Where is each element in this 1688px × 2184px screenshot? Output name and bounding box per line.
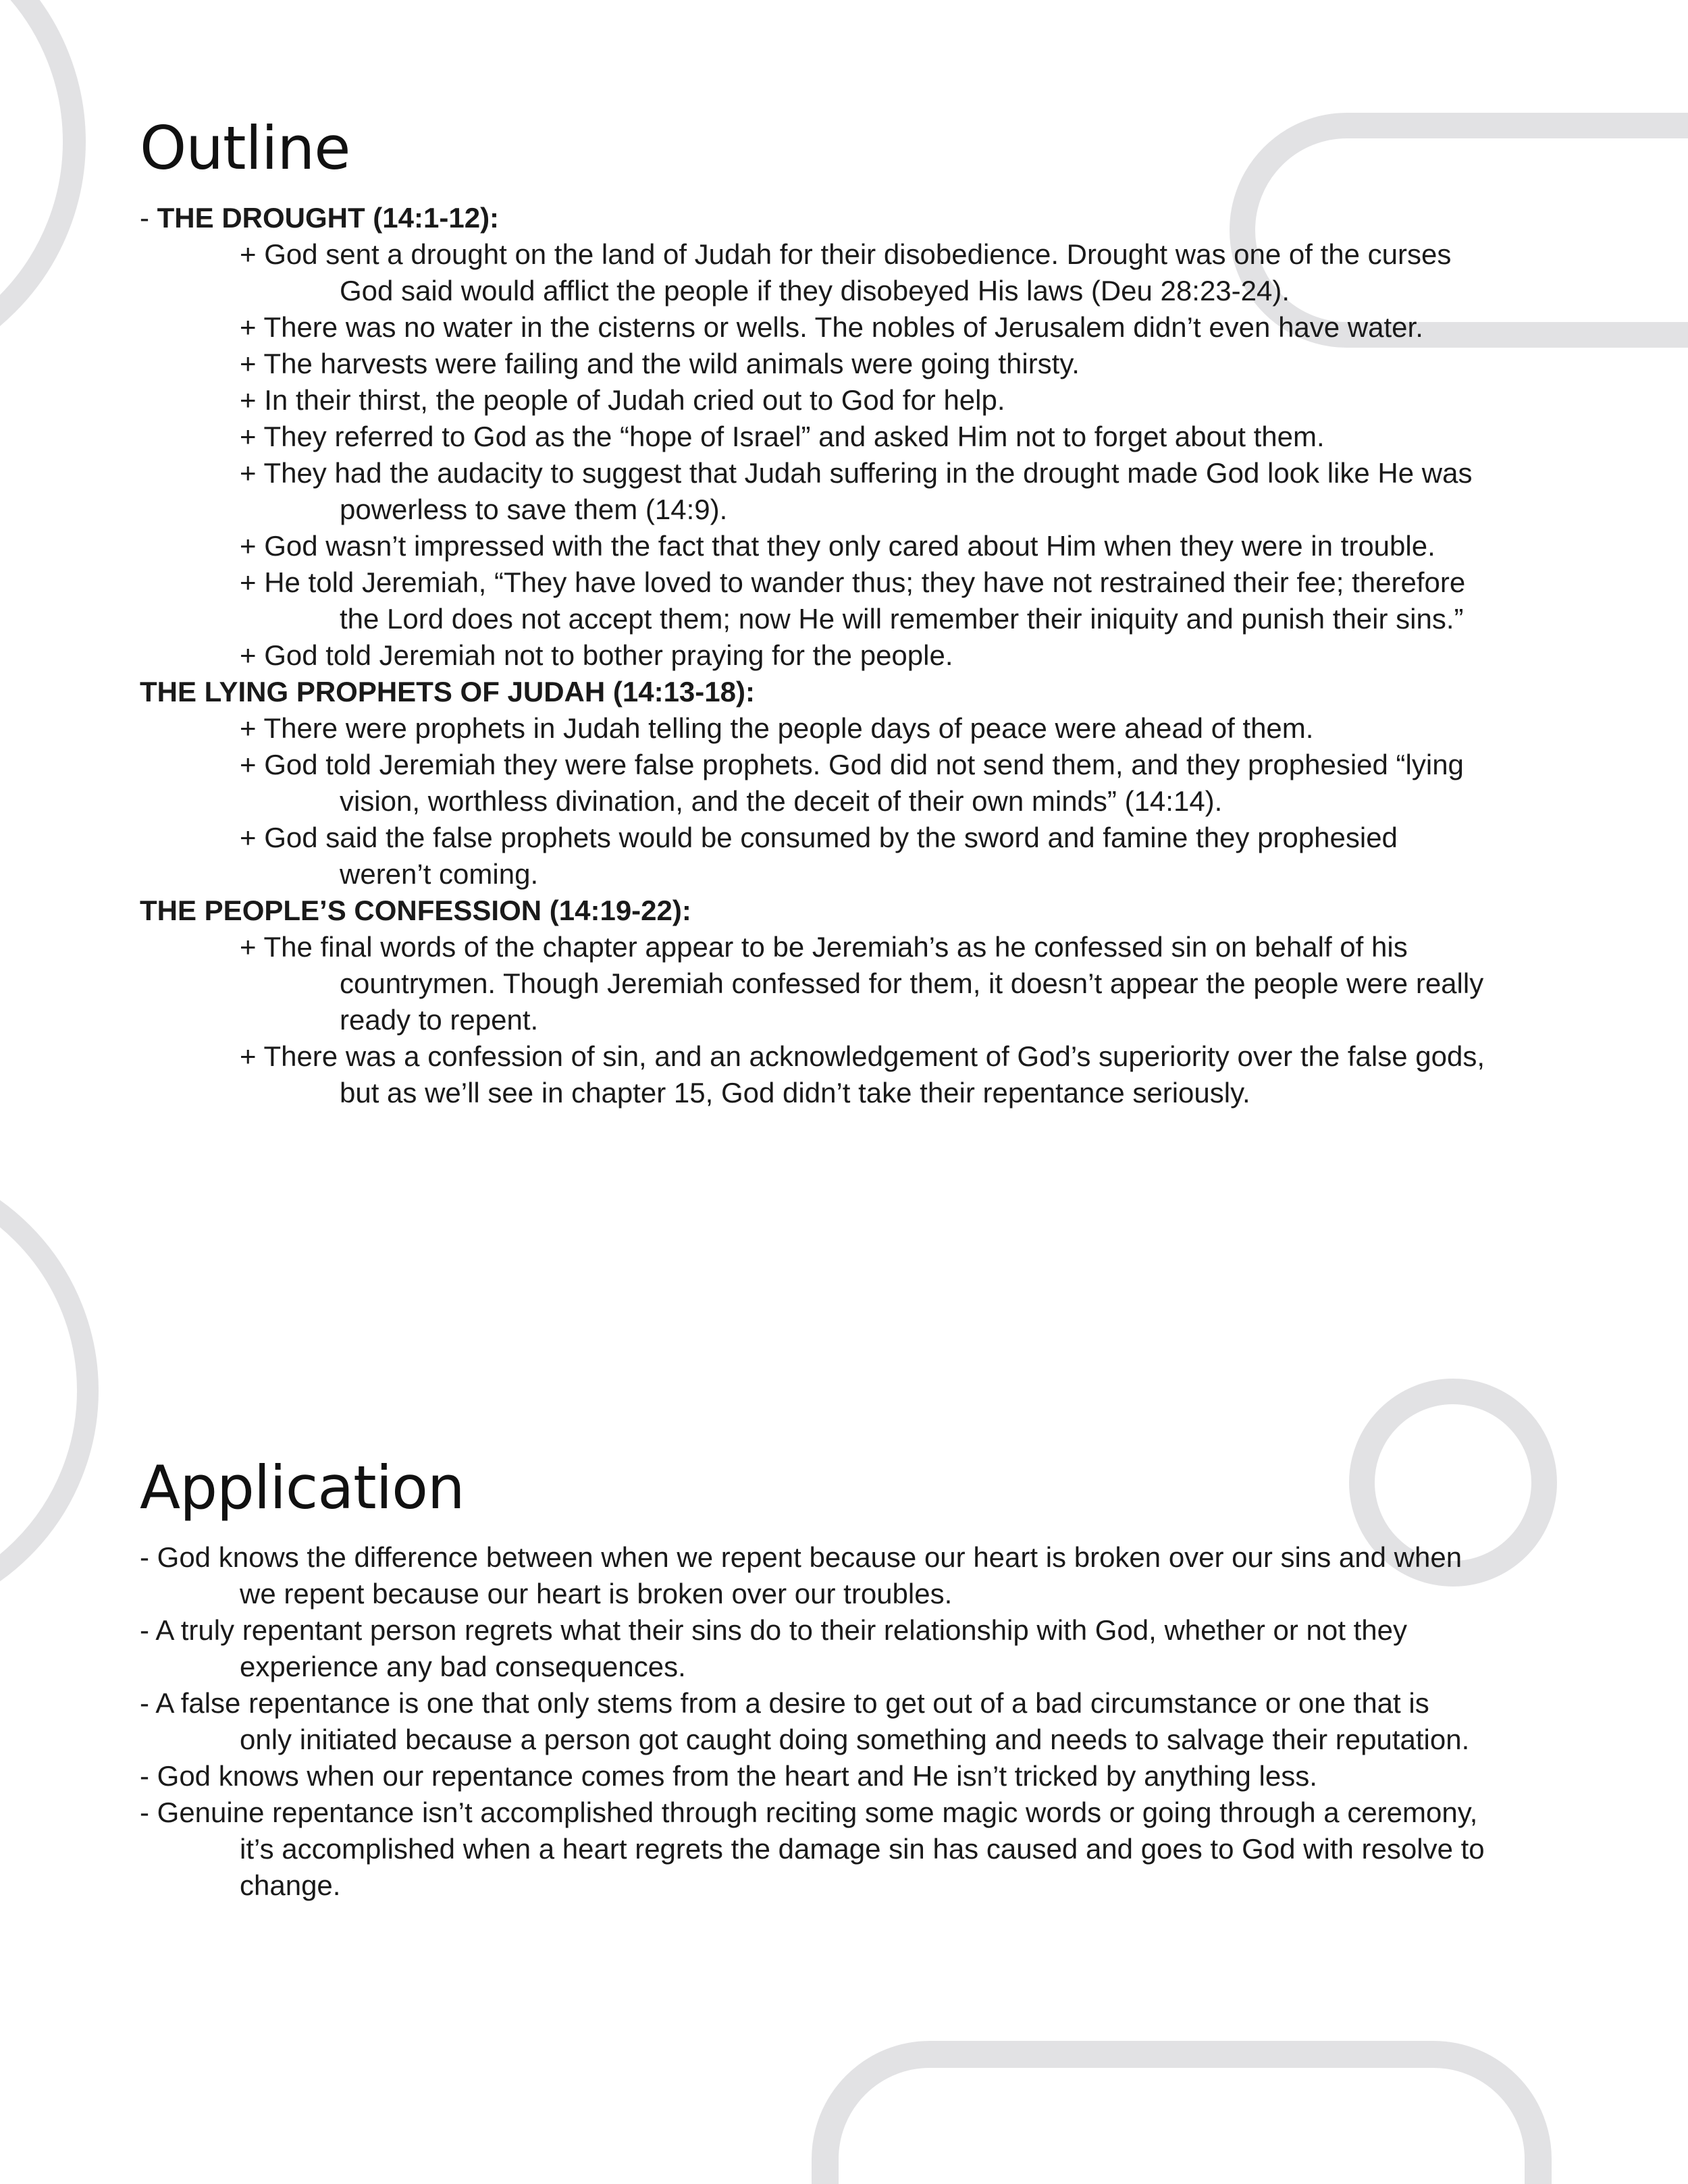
bullet-item-continuation: powerless to save them (14:9). <box>340 494 728 525</box>
application-item: - Genuine repentance isn’t accomplished through reciting some magic words or going through a ceremony, <box>140 1796 1478 1828</box>
bullet-item: + He told Jeremiah, “They have loved to wander thus; they have not restrained their fee; therefore <box>240 566 1466 598</box>
application-item-continuation: it’s accomplished when a heart regrets the damage sin has caused and goes to God with resolve to <box>240 1833 1485 1865</box>
outline-list <box>140 200 1571 1111</box>
section-heading <box>140 200 1571 236</box>
application-item-continuation: only initiated because a person got caught doing something and needs to salvage their reputation. <box>240 1724 1470 1755</box>
bullet-item-continuation: vision, worthless divination, and the deceit of their own minds” (14:14). <box>340 785 1223 817</box>
left-middle-ring-shape <box>0 1168 88 1614</box>
application-item-continuation: we repent because our heart is broken over our troubles. <box>240 1578 953 1609</box>
application-list <box>140 1539 1571 1904</box>
bullet-item: + God told Jeremiah not to bother praying for the people. <box>240 639 953 671</box>
section-title: THE DROUGHT (14:1-12): <box>157 202 500 234</box>
application-item-continuation: change. <box>240 1869 341 1901</box>
bullet-item: + The final words of the chapter appear to be Jeremiah’s as he confessed sin on behalf of his <box>240 931 1408 963</box>
bullet-item: + In their thirst, the people of Judah cried out to God for help. <box>240 384 1005 416</box>
section-title: THE PEOPLE’S CONFESSION (14:19-22): <box>140 895 691 926</box>
section-heading <box>140 893 1571 929</box>
application-item: - God knows when our repentance comes from the heart and He isn’t tricked by anything less. <box>140 1760 1317 1792</box>
application-item: - A false repentance is one that only stems from a desire to get out of a bad circumstance or one that is <box>140 1687 1429 1719</box>
bullet-item-continuation: God said would afflict the people if they disobeyed His laws (Deu 28:23-24). <box>340 275 1290 307</box>
bullet-item: + God sent a drought on the land of Judah for their disobedience. Drought was one of the curses <box>240 238 1452 270</box>
bullet-item-continuation: ready to repent. <box>340 1004 539 1036</box>
bullet-item-continuation: countrymen. Though Jeremiah confessed for them, it doesn’t appear the people were really <box>340 967 1484 999</box>
application-item: - God knows the difference between when we repent because our heart is broken over our sins and when <box>140 1541 1462 1573</box>
application-item: - A truly repentant person regrets what their sins do to their relationship with God, whether or not they <box>140 1614 1407 1646</box>
bullet-item: + There were prophets in Judah telling the people days of peace were ahead of them. <box>240 712 1314 744</box>
bullet-item: + They had the audacity to suggest that Judah suffering in the drought made God look like He was <box>240 457 1473 489</box>
bullet-item-continuation: the Lord does not accept them; now He will remember their iniquity and punish their sins.” <box>340 603 1464 635</box>
bullet-item-continuation: weren’t coming. <box>340 858 539 890</box>
bullet-item-continuation: but as we’ll see in chapter 15, God didn’t take their repentance seriously. <box>340 1077 1250 1109</box>
section-title: THE LYING PROPHETS OF JUDAH (14:13-18): <box>140 676 755 708</box>
bullet-item: + God wasn’t impressed with the fact that they only cared about Him when they were in trouble. <box>240 530 1435 562</box>
application-heading: Application <box>140 1453 465 1522</box>
section-dash: - <box>140 202 157 234</box>
bullet-item: + They referred to God as the “hope of Israel” and asked Him not to forget about them. <box>240 421 1325 452</box>
outline-heading: Outline <box>140 113 350 183</box>
bullet-item: + God told Jeremiah they were false prophets. God did not send them, and they prophesied “lying <box>240 749 1464 780</box>
top-left-ring-shape <box>0 0 74 371</box>
application-item-continuation: experience any bad consequences. <box>240 1651 686 1682</box>
bullet-item: + God said the false prophets would be consumed by the sword and famine they prophesied <box>240 822 1398 853</box>
bullet-item: + There was no water in the cisterns or wells. The nobles of Jerusalem didn’t even have water. <box>240 311 1423 343</box>
section-heading <box>140 674 1571 710</box>
bottom-arch-shape <box>825 2054 1538 2184</box>
bullet-item: + The harvests were failing and the wild animals were going thirsty. <box>240 348 1080 379</box>
bullet-item: + There was a confession of sin, and an acknowledgement of God’s superiority over the false gods, <box>240 1040 1485 1072</box>
